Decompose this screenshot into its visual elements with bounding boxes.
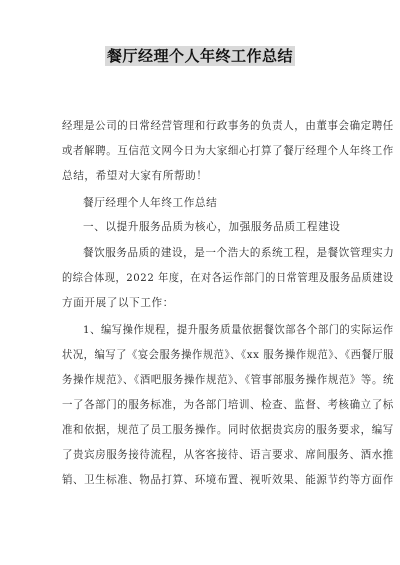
paragraph-line: 总结，希望对大家有所帮助！ [62,170,208,182]
paragraph-line: 一了各部门的服务标准，为各部门培训、检查、监督、考核确立了标 [62,399,394,411]
title-wrap [0,46,400,66]
paragraph-line: 销、卫生标准、物品打算、环境布置、视听效果、能源节约等方面作 [62,474,394,486]
paragraph-line: 的综合体现，2022 年度，在对各运作部门的日常管理及服务品质建设 [62,272,394,284]
subsection-heading: 一、以提升服务品质为核心，加强服务品质工程建设 [83,221,341,233]
paragraph-line: 状况，编写了《宴会服务操作规范》、《xx 服务操作规范》、《西餐厅服 [62,349,394,361]
paragraph-line: 方面开展了以下工作： [62,297,174,309]
paragraph-line: 了贵宾房服务接待流程，从客客接待、语言要求、席间服务、酒水推 [62,449,394,461]
paragraph-line: 务操作规范》、《酒吧服务操作规范》、《管事部服务操作规范》等。统 [62,374,395,386]
paragraph-line: 准和依据，规范了员工服务操作。同时依据贵宾房的服务要求，编写 [62,424,394,436]
paragraph-line: 餐饮服务品质的建设，是一个浩大的系统工程，是餐饮管理实力 [83,247,395,259]
paragraph-line: 经理是公司的日常经营管理和行政事务的负责人，由董事会确定聘任 [62,120,394,132]
document-title: 餐厅经理个人年终工作总结 [106,47,293,65]
paragraph-line: 1、编写操作规程，提升服务质量依据餐饮部各个部门的实际运作 [83,324,394,336]
paragraph-line: 或者解聘。互信范文网今日为大家细心打算了餐厅经理个人年终工作 [62,145,394,157]
section-heading: 餐厅经理个人年终工作总结 [83,197,218,209]
